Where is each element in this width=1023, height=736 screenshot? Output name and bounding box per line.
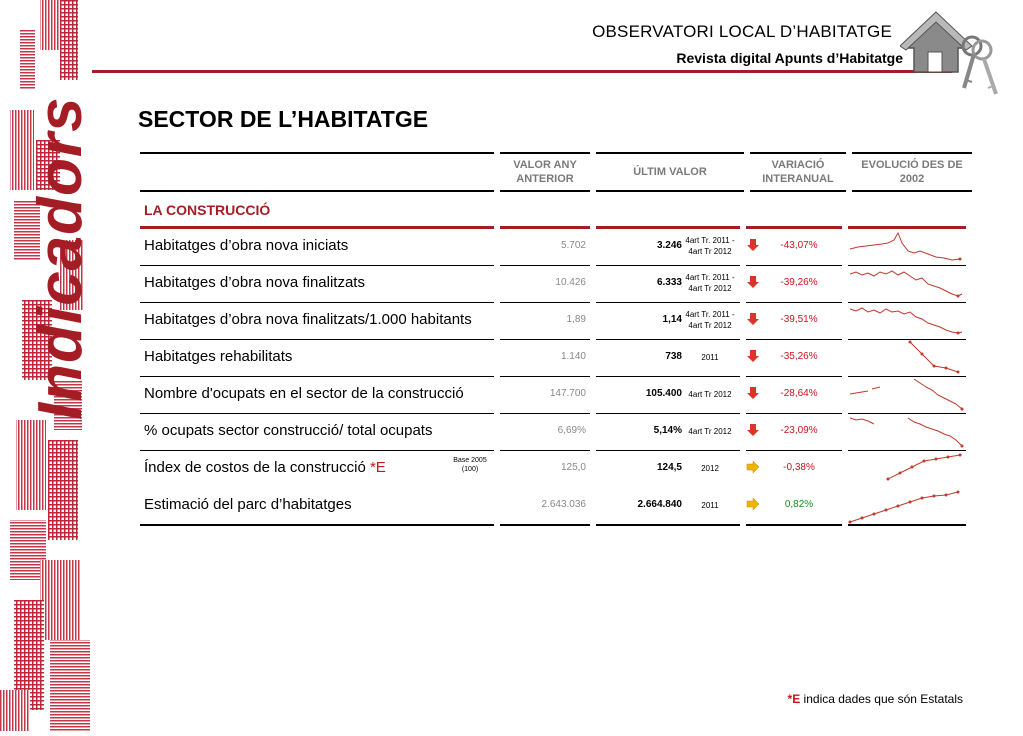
arrow-down-icon <box>746 386 760 400</box>
column-header-indicator <box>140 152 494 192</box>
sparkline <box>848 303 966 340</box>
row-variation: -43,07% <box>780 240 818 251</box>
table-row <box>140 451 972 488</box>
row-current-value: 1,14 <box>662 314 682 325</box>
column-header-variation <box>750 152 846 192</box>
row-label: Habitatges d’obra nova finalitzats/1.000 habitants <box>144 311 472 328</box>
table-bottom-rule <box>140 524 494 526</box>
sparkline <box>848 451 966 488</box>
sparkline <box>848 377 966 414</box>
sparkline <box>848 414 966 451</box>
row-period: 4art Tr. 2011 - 4art Tr 2012 <box>685 273 735 293</box>
arrow-down-icon <box>746 423 760 437</box>
arrow-down-icon <box>746 349 760 363</box>
row-label <box>144 459 386 476</box>
header-subtitle: Revista digital Apunts d’Habitatge <box>676 50 903 66</box>
arrow-down-icon <box>746 312 760 326</box>
column-header-prev <box>500 152 590 192</box>
row-variation: -0,38% <box>783 462 815 473</box>
row-label: Habitatges rehabilitats <box>144 348 293 365</box>
row-current-value: 2.664.840 <box>637 499 682 510</box>
sidebar-vertical-title: Indicadors <box>26 96 95 420</box>
decorative-sidebar <box>0 0 100 731</box>
base-note: Base 2005 (100) <box>453 457 487 473</box>
sparkline <box>848 488 966 525</box>
page-title: SECTOR DE L’HABITATGE <box>138 106 429 132</box>
arrow-down-icon <box>746 275 760 289</box>
row-prev-value: 125,0 <box>560 462 586 473</box>
arrow-down-icon <box>746 238 760 252</box>
row-variation: -35,26% <box>780 351 818 362</box>
row-period: 4art Tr. 2011 - 4art Tr 2012 <box>685 236 735 256</box>
row-prev-value: 1.140 <box>560 351 586 362</box>
table-bottom-rule <box>500 524 590 526</box>
column-header-evolution-label: EVOLUCIÓ DES DE 2002 <box>861 159 963 185</box>
sparkline <box>848 266 966 303</box>
row-prev-value: 1,89 <box>566 314 586 325</box>
row-variation: -39,51% <box>780 314 818 325</box>
house-keys-logo <box>900 10 1010 100</box>
section-title: LA CONSTRUCCIÓ <box>144 202 271 218</box>
column-header-variation-label: VARIACIÓ INTERANUAL <box>762 159 834 185</box>
row-current-value: 124,5 <box>656 462 682 473</box>
row-label: Habitatges d’obra nova finalitzats <box>144 274 365 291</box>
row-period: 2012 <box>701 464 719 473</box>
row-label: Estimació del parc d’habitatges <box>144 496 352 513</box>
column-header-last-label: ÚLTIM VALOR <box>633 166 707 178</box>
header-title: OBSERVATORI LOCAL D’HABITATGE <box>592 22 892 41</box>
footnote-text: indica dades que són Estatals <box>800 692 963 706</box>
row-period: 2011 <box>701 501 719 510</box>
row-period: 4art Tr. 2011 - 4art Tr 2012 <box>685 310 735 330</box>
estatal-mark: *E <box>369 459 386 476</box>
row-prev-value: 5.702 <box>560 240 586 251</box>
row-variation: -28,64% <box>780 388 818 399</box>
sparkline <box>848 340 966 377</box>
row-label-text: Índex de costos de la construcció <box>144 459 366 476</box>
row-current-value: 6.333 <box>656 277 682 288</box>
row-label: Habitatges d’obra nova iniciats <box>144 237 349 254</box>
row-prev-value: 6,69% <box>557 425 586 436</box>
row-current-value: 105.400 <box>645 388 682 399</box>
table-row <box>140 340 972 377</box>
arrow-right-icon <box>746 460 760 474</box>
row-period: 4art Tr 2012 <box>688 390 732 399</box>
arrow-right-icon <box>746 497 760 511</box>
row-prev-value: 2.643.036 <box>541 499 586 510</box>
row-current-value: 3.246 <box>656 240 682 251</box>
row-prev-value: 147.700 <box>549 388 586 399</box>
row-label: Nombre d'ocupats en el sector de la construcció <box>144 385 464 402</box>
table-row <box>140 488 972 525</box>
row-variation: -23,09% <box>780 425 818 436</box>
column-header-last <box>596 152 744 192</box>
table-row <box>140 377 972 414</box>
footnote <box>788 692 963 706</box>
table-bottom-rule <box>746 524 842 526</box>
table-bottom-rule <box>848 524 966 526</box>
row-prev-value: 10.426 <box>555 277 586 288</box>
table-bottom-rule <box>596 524 740 526</box>
footnote-mark: *E <box>787 692 801 706</box>
table-row <box>140 303 972 340</box>
table-row <box>140 414 972 451</box>
table-row <box>140 229 972 266</box>
column-header-evolution <box>852 152 972 192</box>
row-variation: -39,26% <box>780 277 818 288</box>
row-period: 2011 <box>701 353 719 362</box>
row-current-value: 5,14% <box>653 425 682 436</box>
sparkline <box>848 229 966 266</box>
row-current-value: 738 <box>665 351 682 362</box>
row-label: % ocupats sector construcció/ total ocupats <box>144 422 433 439</box>
row-variation: 0,82% <box>784 499 814 510</box>
column-header-prev-label: VALOR ANY ANTERIOR <box>513 159 577 185</box>
header-rule <box>92 70 952 73</box>
table-row <box>140 266 972 303</box>
row-period: 4art Tr 2012 <box>688 427 732 436</box>
